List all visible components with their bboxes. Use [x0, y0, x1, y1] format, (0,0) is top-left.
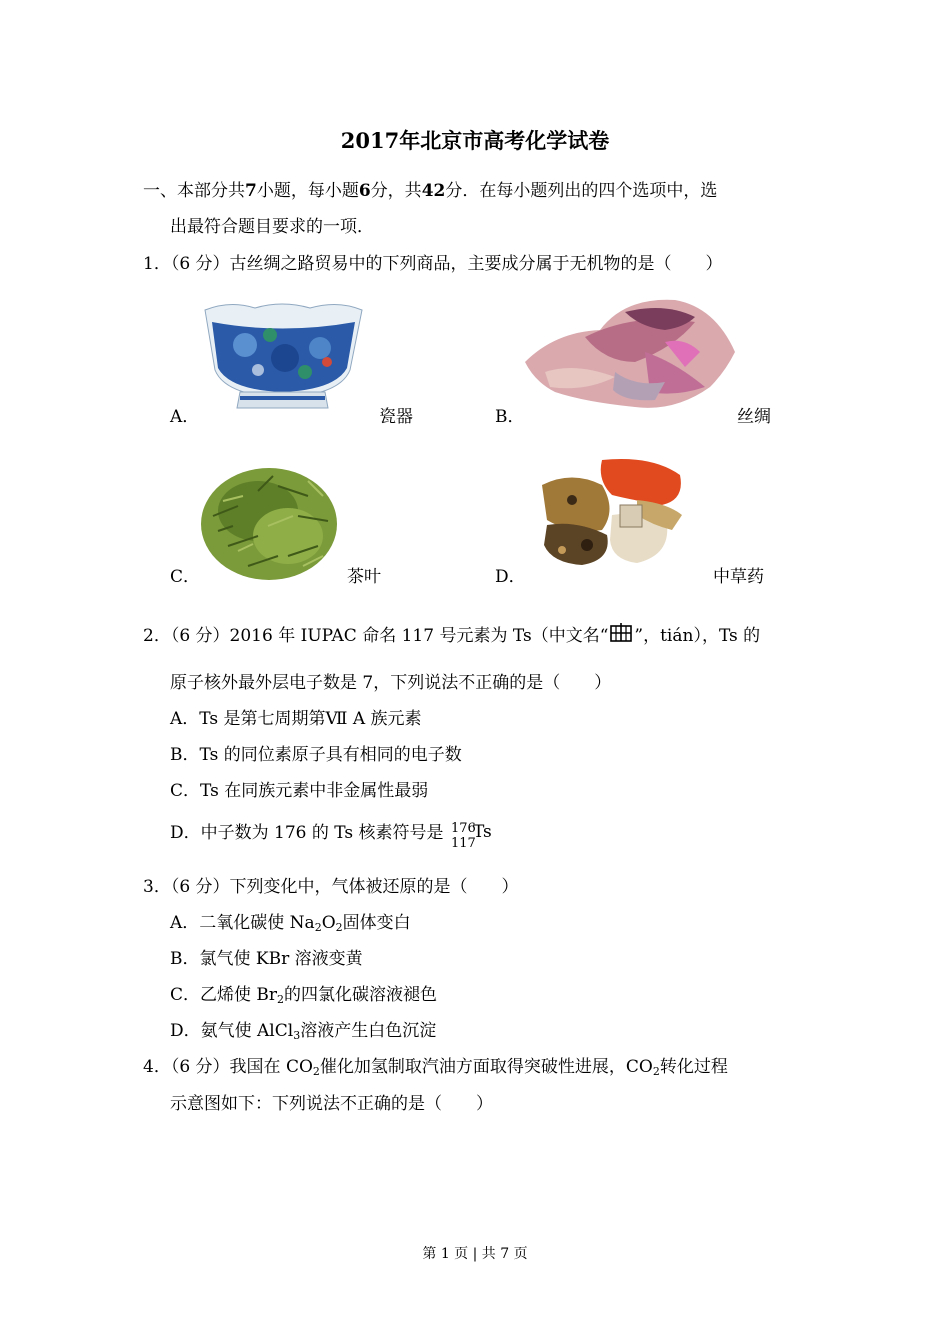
- q2-stem: [143, 623, 760, 645]
- porcelain-bowl-icon: [200, 300, 365, 415]
- q1-option-b-label: 丝绸: [737, 407, 771, 427]
- q3-option-a-sub2: 2: [335, 921, 343, 934]
- q2-stem-part2: ”，tián），Ts 的: [634, 626, 761, 646]
- chinese-herbs-icon: [542, 455, 686, 567]
- q2-option-d-text: D．中子数为 176 的 Ts 核素符号是: [170, 823, 444, 843]
- q1-option-b-letter: B．: [495, 407, 525, 427]
- q1-option-c-letter: C．: [170, 567, 201, 587]
- q3-option-c: [170, 987, 437, 1005]
- total-points: 42: [421, 181, 446, 201]
- q4-stem-sub2: 2: [652, 1065, 660, 1078]
- page-footer: 第 1 页 | 共 7 页: [422, 1246, 528, 1262]
- q1-option-a-letter: A．: [170, 407, 200, 427]
- q1-option-d-letter: D．: [495, 567, 526, 587]
- section-text-1: 一、本部分共: [143, 181, 245, 201]
- section-text-3: 分，共: [370, 181, 422, 201]
- q2-stem-line2: 原子核外最外层电子数是 7，下列说法不正确的是（ ）: [170, 673, 612, 693]
- q3-stem: 3．（6 分）下列变化中，气体被还原的是（ ）: [143, 877, 519, 897]
- q2-option-c: C．Ts 在同族元素中非金属性最弱: [170, 781, 429, 801]
- q2-option-a: A．Ts 是第七周期第Ⅶ A 族元素: [170, 709, 422, 729]
- q3-option-c-sub: 2: [277, 993, 285, 1006]
- section-intro-line2: 出最符合题目要求的一项．: [170, 217, 374, 237]
- silk-scarf-icon: [525, 292, 737, 417]
- tian-character-icon: [608, 623, 634, 643]
- q3-option-a: [170, 915, 411, 933]
- q3-option-a-text3: 固体变白: [342, 913, 411, 933]
- q1-option-a-label: 瓷器: [379, 407, 413, 427]
- q3-option-b: B．氯气使 KBr 溶液变黄: [170, 949, 363, 969]
- q3-option-c-text2: 的四氯化碳溶液褪色: [284, 985, 438, 1005]
- page-title: 2017年北京市高考化学试卷: [340, 128, 610, 153]
- q4-stem-sub1: 2: [312, 1065, 320, 1078]
- q3-option-d-text1: D．氨气使 AlCl: [170, 1021, 294, 1041]
- points-per-question: 6: [358, 181, 371, 201]
- element-symbol: Ts: [472, 822, 492, 842]
- question-count: 7: [245, 181, 257, 201]
- q2-stem-part1: 2．（6 分）2016 年 IUPAC 命名 117 号元素为 Ts（中文名“: [143, 626, 609, 646]
- q3-option-d-text2: 溶液产生白色沉淀: [300, 1021, 437, 1041]
- q4-stem-text1: 4．（6 分）我国在 CO: [143, 1057, 313, 1077]
- section-text-4: 分．在每小题列出的四个选项中，选: [445, 181, 718, 201]
- section-intro: [143, 183, 717, 200]
- q3-option-d-sub: 3: [293, 1029, 301, 1042]
- q3-option-a-text2: O: [321, 913, 336, 933]
- q3-option-d: [170, 1023, 436, 1041]
- q2-option-d: [170, 822, 495, 852]
- q4-stem-line2: 示意图如下：下列说法不正确的是（ ）: [170, 1094, 493, 1114]
- q4-stem-text2: 催化加氢制取汽油方面取得突破性进展，CO: [319, 1057, 653, 1077]
- q1-option-c-label: 茶叶: [347, 567, 381, 587]
- q4-stem-text3: 转化过程: [659, 1057, 728, 1077]
- q4-stem: [143, 1059, 728, 1077]
- nuclide-symbol: [449, 822, 495, 852]
- q1-option-d-label: 中草药: [713, 567, 764, 587]
- q1-stem: 1．（6 分）古丝绸之路贸易中的下列商品，主要成分属于无机物的是（ ）: [143, 254, 723, 274]
- atomic-number: 117: [450, 836, 476, 851]
- tea-leaves-icon: [198, 456, 340, 582]
- section-text-2: 小题，每小题: [256, 181, 359, 201]
- mass-number: 176: [450, 821, 476, 836]
- q2-option-b: B．Ts 的同位素原子具有相同的电子数: [170, 745, 462, 765]
- q3-option-a-text1: A．二氧化碳使 Na: [170, 913, 315, 933]
- q3-option-a-sub1: 2: [314, 921, 322, 934]
- q3-option-c-text1: C．乙烯使 Br: [170, 985, 278, 1005]
